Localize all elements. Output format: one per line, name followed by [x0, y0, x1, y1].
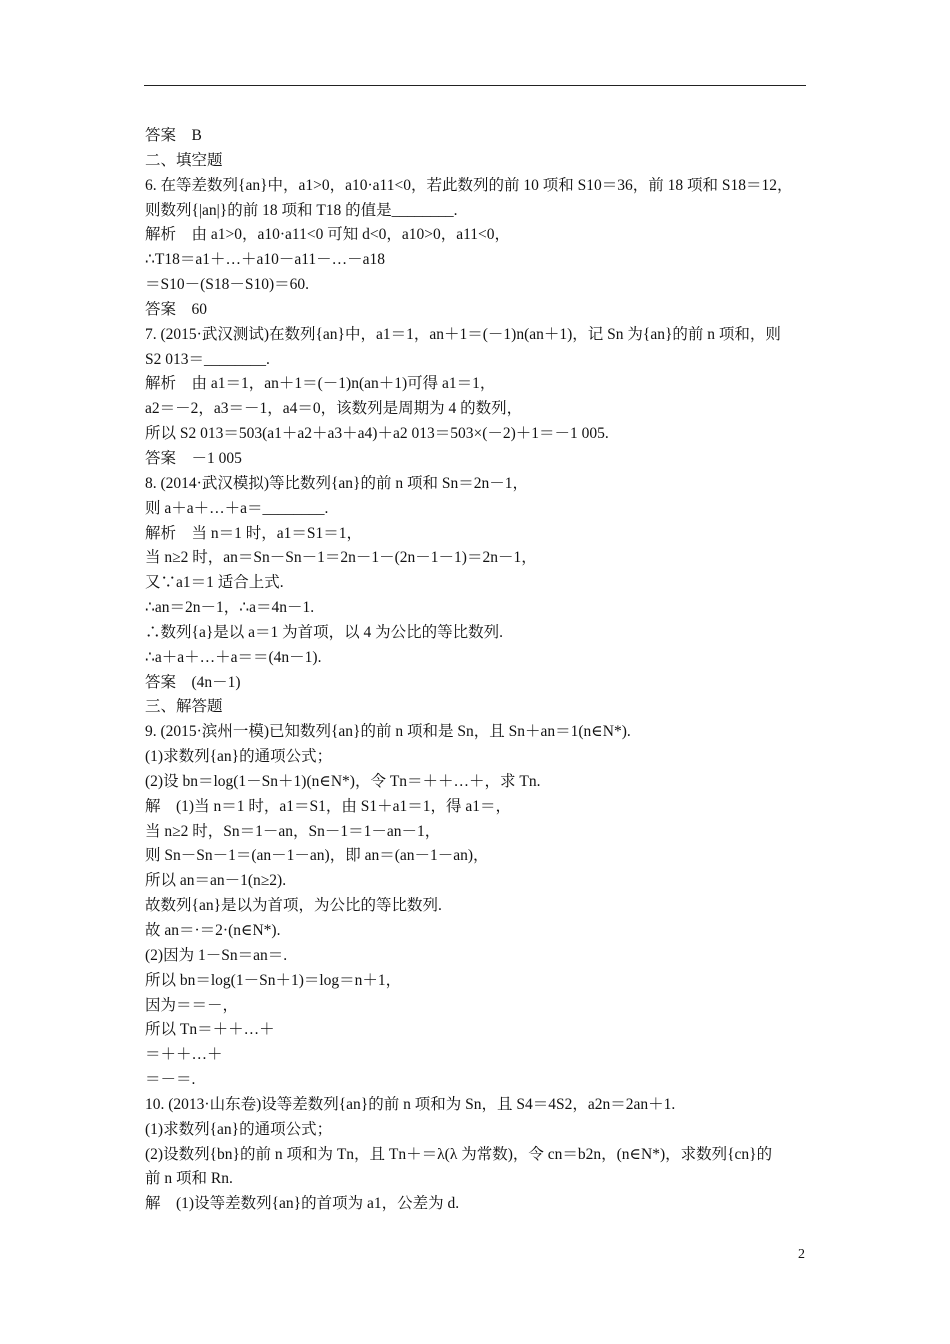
text-line: 答案 B — [145, 127, 202, 144]
text-line: ＝－＝. — [145, 1071, 196, 1089]
text-line: 7. (2015·武汉测试)在数列{an}中，a1＝1，an＋1＝(－1)n(an＋1)，记 Sn 为{an}的前 n 项和，则 — [145, 325, 781, 343]
text-line: 答案 60 — [145, 300, 208, 318]
text-line: ∴T18＝a1＋…＋a10－a11－…－a18 — [145, 251, 386, 269]
text-line: S2 013＝________. — [145, 350, 270, 368]
text-line: 故数列{an}是以为首项，为公比的等比数列. — [145, 897, 442, 915]
text-line: ∴an＝2n－1，∴a＝4n－1. — [145, 599, 315, 617]
text-line: 所以 S2 013＝503(a1＋a2＋a3＋a4)＋a2 013＝503×(－2)＋1＝－1 005. — [145, 425, 609, 443]
text-line: 二、填空题 — [145, 151, 223, 169]
text-line: (2)因为 1－Sn＝an＝. — [145, 946, 288, 964]
text-line: 答案 －1 005 — [145, 449, 242, 467]
text-line: ∴数列{a}是以 a＝1 为首项，以 4 为公比的等比数列. — [145, 623, 504, 641]
text-line: 解 (1)当 n＝1 时，a1＝S1，由 S1＋a1＝1，得 a1＝， — [145, 797, 511, 815]
text-line: 解析 当 n＝1 时，a1＝S1＝1， — [145, 524, 363, 542]
text-line: (1)求数列{an}的通项公式； — [145, 748, 333, 766]
text-line: (1)求数列{an}的通项公式； — [145, 1120, 333, 1138]
text-line: 三、解答题 — [145, 698, 223, 716]
text-line: 解析 由 a1>0，a10·a11<0 可知 d<0，a10>0，a11<0， — [145, 226, 510, 244]
text-line: (2)设 bn＝log(1－Sn＋1)(n∈N*)，令 Tn＝＋＋…＋，求 Tn. — [145, 772, 541, 790]
header-rule — [144, 85, 806, 86]
text-line: ＝S10－(S18－S10)＝60. — [145, 276, 310, 294]
text-line: 10. (2013·山东卷)设等差数列{an}的前 n 项和为 Sn，且 S4＝4S2，a2n＝2an＋1. — [145, 1095, 676, 1113]
text-line: a2＝－2，a3＝－1，a4＝0，该数列是周期为 4 的数列， — [145, 400, 523, 418]
text-line: 6. 在等差数列{an}中，a1>0，a10·a11<0，若此数列的前 10 项和 S10＝36，前 18 项和 S18＝12， — [145, 176, 793, 194]
text-line: 8. (2014·武汉模拟)等比数列{an}的前 n 项和 Sn＝2n－1， — [145, 474, 528, 492]
text-line: 所以 Tn＝＋＋…＋ — [145, 1021, 275, 1039]
text-line: 则 a＋a＋…＋a＝________. — [145, 499, 329, 517]
text-line: 答案 (4n－1) — [145, 673, 241, 691]
text-line: 当 n≥2 时，Sn＝1－an，Sn－1＝1－an－1， — [145, 822, 441, 840]
text-line: ∴a＋a＋…＋a＝＝(4n－1). — [145, 648, 322, 666]
text-line: ＝＋＋…＋ — [145, 1046, 223, 1064]
text-line: 所以 bn＝log(1－Sn＋1)＝log＝n＋1， — [145, 971, 402, 989]
text-line: 当 n≥2 时，an＝Sn－Sn－1＝2n－1－(2n－1－1)＝2n－1， — [145, 549, 537, 567]
text-line: 因为＝＝－， — [145, 996, 239, 1014]
text-line: 9. (2015·滨州一模)已知数列{an}的前 n 项和是 Sn，且 Sn＋an＝1(n∈N*). — [145, 723, 631, 741]
text-line: 故 an＝·＝2·(n∈N*). — [145, 922, 281, 939]
page-number: 2 — [798, 1247, 805, 1262]
document-body — [145, 124, 810, 1217]
text-line: 所以 an＝an－1(n≥2). — [145, 872, 287, 890]
text-line: 解 (1)设等差数列{an}的首项为 a1，公差为 d. — [145, 1195, 460, 1213]
text-line: 前 n 项和 Rn. — [145, 1170, 233, 1188]
text-line: (2)设数列{bn}的前 n 项和为 Tn，且 Tn＋＝λ(λ 为常数)，令 cn＝b2n，(n∈N*)，求数列{cn}的 — [145, 1145, 773, 1163]
text-line: 则 Sn－Sn－1＝(an－1－an)，即 an＝(an－1－an)， — [145, 847, 489, 865]
text-line: 又∵a1＝1 适合上式. — [145, 574, 284, 592]
text-line: 则数列{|an|}的前 18 项和 T18 的值是________. — [145, 201, 458, 219]
text-line: 解析 由 a1＝1，an＋1＝(－1)n(an＋1)可得 a1＝1， — [145, 375, 496, 393]
